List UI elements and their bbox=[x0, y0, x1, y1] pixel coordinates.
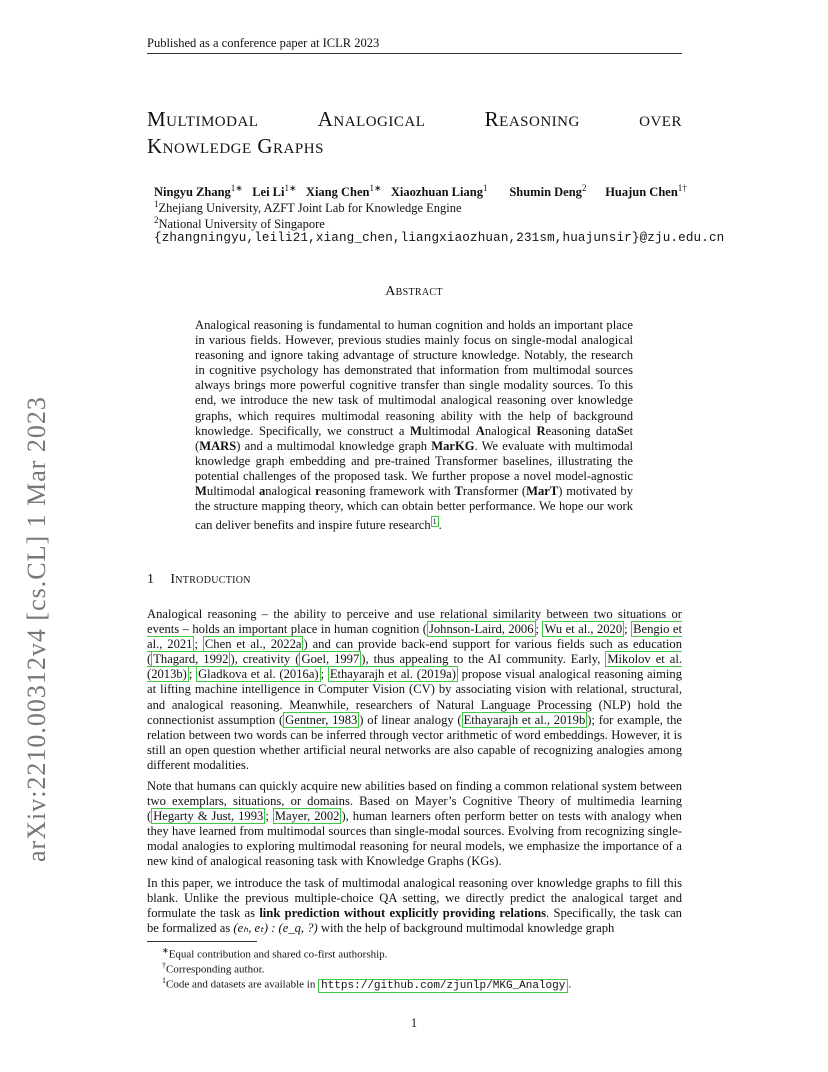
author: Xiang Chen$^{1∗}$ bbox=[305, 183, 382, 200]
author: Shumin Deng$^2$ bbox=[509, 183, 587, 200]
footnote-rule bbox=[147, 941, 257, 942]
paragraph-text: ) and can provide back-end support for various fields such as education ( bbox=[147, 637, 682, 667]
paragraph-text: ; bbox=[194, 637, 203, 652]
footnote: $^1$Code and datasets are available in https://github.com/zjunlp/MKG_Analogy . bbox=[162, 976, 572, 992]
task-formula: (eₕ, eₜ) : (e_q, ?) bbox=[233, 921, 318, 936]
paragraph-text: Analogical reasoning – the ability to perceive and use relational similarity between two situations or events – holds an important place in human cognition ( bbox=[147, 607, 682, 637]
footnote: †Corresponding author. bbox=[162, 961, 265, 976]
title-word: Analogical bbox=[317, 107, 426, 131]
author-emails: {zhangningyu,leili21,xiang_chen,liangxiaozhuan,231sm,huajunsir}@zju.edu.cn bbox=[154, 231, 725, 245]
citation-link[interactable]: Thagard, 1992 bbox=[153, 652, 229, 667]
author: Huajun Chen$^{1\dagger}$ bbox=[605, 183, 687, 200]
author: Xiaozhuan Liang$^1$ bbox=[390, 183, 488, 200]
section-heading: 1 Introduction bbox=[147, 572, 251, 587]
title-line-1 bbox=[147, 106, 682, 133]
paragraph-text: ; bbox=[320, 667, 328, 682]
intro-paragraph-2 bbox=[147, 779, 682, 870]
author: Lei $Li^{1∗}$ bbox=[252, 183, 297, 200]
citation-link[interactable]: Ethayarajh et al., 2019b bbox=[463, 712, 586, 727]
arxiv-identifier[interactable]: arXiv:2210.00312v4 [cs.CL] 1 Mar 2023 bbox=[22, 396, 51, 862]
citation-link[interactable]: Gentner, 1983 bbox=[285, 712, 358, 727]
citation-link[interactable]: Bengio et al., 2021 bbox=[147, 622, 683, 652]
paragraph-text: ), human learners often perform better on tests with analogy when they have learned from multimodal sources than single-modal sources. Evolving from recognizing single-modal analogies to exploring multimodal reasoning for neural models, we emphasize the importance of a new kind of analogical reasoning task with Knowledge Graphs (KGs). bbox=[147, 809, 682, 869]
citation-link[interactable]: Ethayarajh et al. (2019a) bbox=[329, 667, 456, 682]
footnote-link[interactable]: 1 bbox=[432, 517, 437, 527]
paper-title bbox=[147, 106, 682, 160]
paragraph-text: propose visual analogical reasoning aiming at lifting machine intelligence in Computer Vision (CV) by associating vision with relational, structural, and analogical reasoning. Meanwhile, researchers of Natural Language Processing (NLP) hold the connectionist assumption ( bbox=[147, 667, 683, 727]
paragraph-text: ), creativity ( bbox=[230, 652, 300, 667]
page-number: 1 bbox=[410, 1016, 418, 1030]
paragraph-text: ; bbox=[188, 667, 197, 682]
citation-link[interactable]: Goel, 1997 bbox=[301, 652, 360, 667]
citation-link[interactable]: Mayer, 2002 bbox=[274, 809, 340, 824]
abstract-body: Analogical reasoning is fundamental to human cognition and holds an important place in various fields. However, previous studies mainly focus on single-modal analogical reasoning and ignore taking advantage of structure knowledge. Notably, the research in cognitive psychology has demonstrated that information from multimodal sources always brings more powerful cognitive transfer than single modality sources. To this end, we introduce the new task of multimodal analogical reasoning over knowledge graphs, which requires multimodal reasoning ability with the help of background knowledge. Specifically, we construct a Multimodal Analogical Reasoning dataSet (MARS) and a multimodal knowledge graph MarKG. We evaluate with multimodal knowledge graph embedding and pre-trained Transformer baselines, illustrating the potential challenges of the proposed task. We further propose a novel model-agnostic Multimodal analogical reasoning framework with Transformer (MarT) motivated by the structure mapping theory, which can obtain better performance. We hope our work can deliver benefits and inspire future research $^1$ . bbox=[195, 318, 634, 533]
intro-paragraph-1 bbox=[147, 607, 682, 773]
header-rule bbox=[147, 53, 682, 54]
citation-link[interactable]: Mikolov et al. (2013b) bbox=[147, 652, 682, 682]
paragraph-text: Note that humans can quickly acquire new abilities based on finding a common relational system between two exemplars, situations, or domains. Based on Mayer’s Cognitive Theory of multimedia learning ( bbox=[147, 779, 682, 824]
paragraph-text: ; bbox=[624, 622, 632, 637]
repository-link[interactable]: https://github.com/zjunlp/MKG_Analogy bbox=[318, 979, 568, 993]
paragraph-text: ) of linear analogy ( bbox=[359, 712, 462, 727]
running-head: Published as a conference paper at ICLR 2023 bbox=[147, 36, 380, 50]
title-word: Reasoning bbox=[484, 107, 580, 131]
author: Ningyu Zhang$^{1∗}$ bbox=[154, 183, 243, 200]
affiliation: $^2$National University of Singapore bbox=[154, 215, 325, 232]
citation-link[interactable]: Chen et al., 2022a bbox=[204, 637, 302, 652]
paragraph-text: ); for example, the relation between two words can be inferred through vector arithmetic of word embeddings. However, it is still an open question whether artificial neural networks are also capable of recognizing analogies among different modalities. bbox=[147, 712, 683, 772]
affiliation: $^1$Zhejiang University, AZFT Joint Lab for Knowledge Engine bbox=[154, 199, 462, 216]
citation-link[interactable]: Gladkova et al. (2016a) bbox=[198, 667, 319, 682]
title-word: over bbox=[639, 107, 682, 131]
title-line-2: Knowledge Graphs bbox=[147, 134, 324, 158]
paragraph-text: ; bbox=[265, 809, 273, 824]
citation-link[interactable]: Hegarty & Just, 1993 bbox=[153, 809, 264, 824]
citation-link[interactable]: Johnson-Laird, 2006 bbox=[428, 622, 534, 637]
title-word: Multimodal bbox=[147, 107, 259, 131]
citation-link[interactable]: Wu et al., 2020 bbox=[544, 622, 623, 637]
paragraph-text: ; bbox=[535, 622, 543, 637]
author-list bbox=[154, 183, 687, 200]
paragraph-text: ), thus appealing to the AI community. Early, bbox=[361, 652, 606, 667]
footnote: ∗Equal contribution and shared co-first authorship. bbox=[162, 946, 388, 961]
abstract-heading: Abstract bbox=[385, 284, 443, 299]
intro-paragraph-3: In this paper, we introduce the task of multimodal analogical reasoning over knowledge graphs to fill this blank. Unlike the previous multiple-choice QA setting, we directly predict the analogical target and formulate the task as link prediction without explicitly providing relations. Specifically, the task can be formalized as (eₕ, eₜ) : (e_q, ?) with the help of background multimodal knowledge graph bbox=[147, 876, 682, 936]
